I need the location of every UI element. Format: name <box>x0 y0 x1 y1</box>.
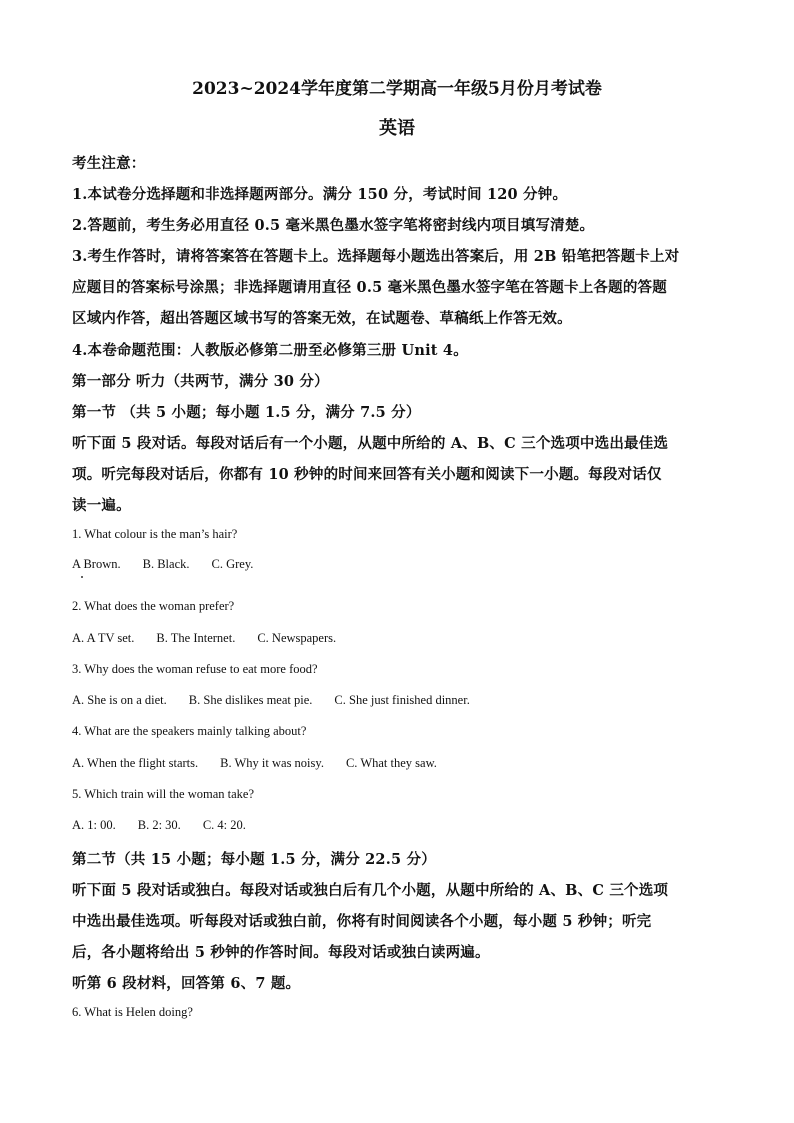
question-6: 6. What is Helen doing? <box>72 1005 193 1019</box>
notice-line: 3.考生作答时，请将答案答在答题卡上。选择题每小题选出答案后，用 2B 铅笔把答题卡上对 <box>72 248 680 265</box>
section1-instruction: 听下面 5 段对话。每段对话后有一个小题，从题中所给的 A、B、C 三个选项中选出最佳选 <box>72 435 669 452</box>
section2-heading: 第二节（共 15 小题；每小题 1.5 分，满分 22.5 分） <box>72 851 436 868</box>
section1-heading: 第一节 （共 5 小题；每小题 1.5 分，满分 7.5 分） <box>72 404 421 421</box>
option-c: C. Grey. <box>211 557 254 571</box>
material-6-instruction: 听第 6 段材料，回答第 6、7 题。 <box>72 975 301 992</box>
question-3-options <box>72 693 492 708</box>
question-3: 3. Why does the woman refuse to eat more food? <box>72 662 318 676</box>
option-a: A. When the flight starts. <box>72 756 199 770</box>
option-b: B. She dislikes meat pie. <box>188 693 313 707</box>
question-4: 4. What are the speakers mainly talking about? <box>72 724 307 738</box>
question-4-options <box>72 756 459 771</box>
notice-line: 1.本试卷分选择题和非选择题两部分。满分 150 分，考试时间 120 分钟。 <box>72 186 568 203</box>
section2-instruction: 中选出最佳选项。听每段对话或独白前，你将有时间阅读各个小题，每小题 5 秒钟；听完 <box>72 913 652 930</box>
section2-instruction: 听下面 5 段对话或独白。每段对话或独白后有几个小题，从题中所给的 A、B、C 三个选项 <box>72 882 669 899</box>
option-b: B. Black. <box>142 557 190 571</box>
notice-line: 区域内作答，超出答题区域书写的答案无效，在试题卷、草稿纸上作答无效。 <box>72 310 572 327</box>
section2-instruction: 后，各小题将给出 5 秒钟的作答时间。每段对话或独白读两遍。 <box>72 944 490 961</box>
subject-title: 英语 <box>379 118 415 139</box>
option-c: C. 4: 20. <box>202 818 246 832</box>
option-b: B. 2: 30. <box>137 818 181 832</box>
question-1: 1. What colour is the man’s hair? <box>72 527 238 541</box>
notice-line: 应题目的答案标号涂黑；非选择题请用直径 0.5 毫米黑色墨水签字笔在答题卡上各题的答题 <box>72 279 667 296</box>
part1-heading: 第一部分 听力（共两节，满分 30 分） <box>72 373 329 390</box>
option-b: B. The Internet. <box>156 631 236 645</box>
option-b: B. Why it was noisy. <box>220 756 324 770</box>
question-1-options <box>72 557 275 572</box>
section1-instruction: 项。听完每段对话后，你都有 10 秒钟的时间来回答有关小题和阅读下一小题。每段对话仅 <box>72 466 662 483</box>
exam-title: 2023~2024学年度第二学期高一年级5月份月考试卷 <box>192 79 602 99</box>
option-a: A. 1: 00. <box>72 818 116 832</box>
question-5-options <box>72 818 268 833</box>
notice-heading: 考生注意： <box>72 155 146 172</box>
option-a: A. A TV set. <box>72 631 135 645</box>
option-a: A Brown. <box>72 557 121 571</box>
question-2-options <box>72 631 358 646</box>
question-5: 5. Which train will the woman take? <box>72 787 255 801</box>
notice-line: 4.本卷命题范围：人教版必修第二册至必修第三册 Unit 4。 <box>72 342 468 359</box>
notice-line: 2.答题前，考生务必用直径 0.5 毫米黑色墨水签字笔将密封线内项目填写清楚。 <box>72 217 595 234</box>
option-c: C. She just finished dinner. <box>334 693 470 707</box>
option-c: C. What they saw. <box>345 756 437 770</box>
question-2: 2. What does the woman prefer? <box>72 599 235 613</box>
section1-instruction: 读一遍。 <box>72 497 131 514</box>
option-c: C. Newspapers. <box>257 631 337 645</box>
option-a: A. She is on a diet. <box>72 693 167 707</box>
print-speck <box>81 576 83 578</box>
